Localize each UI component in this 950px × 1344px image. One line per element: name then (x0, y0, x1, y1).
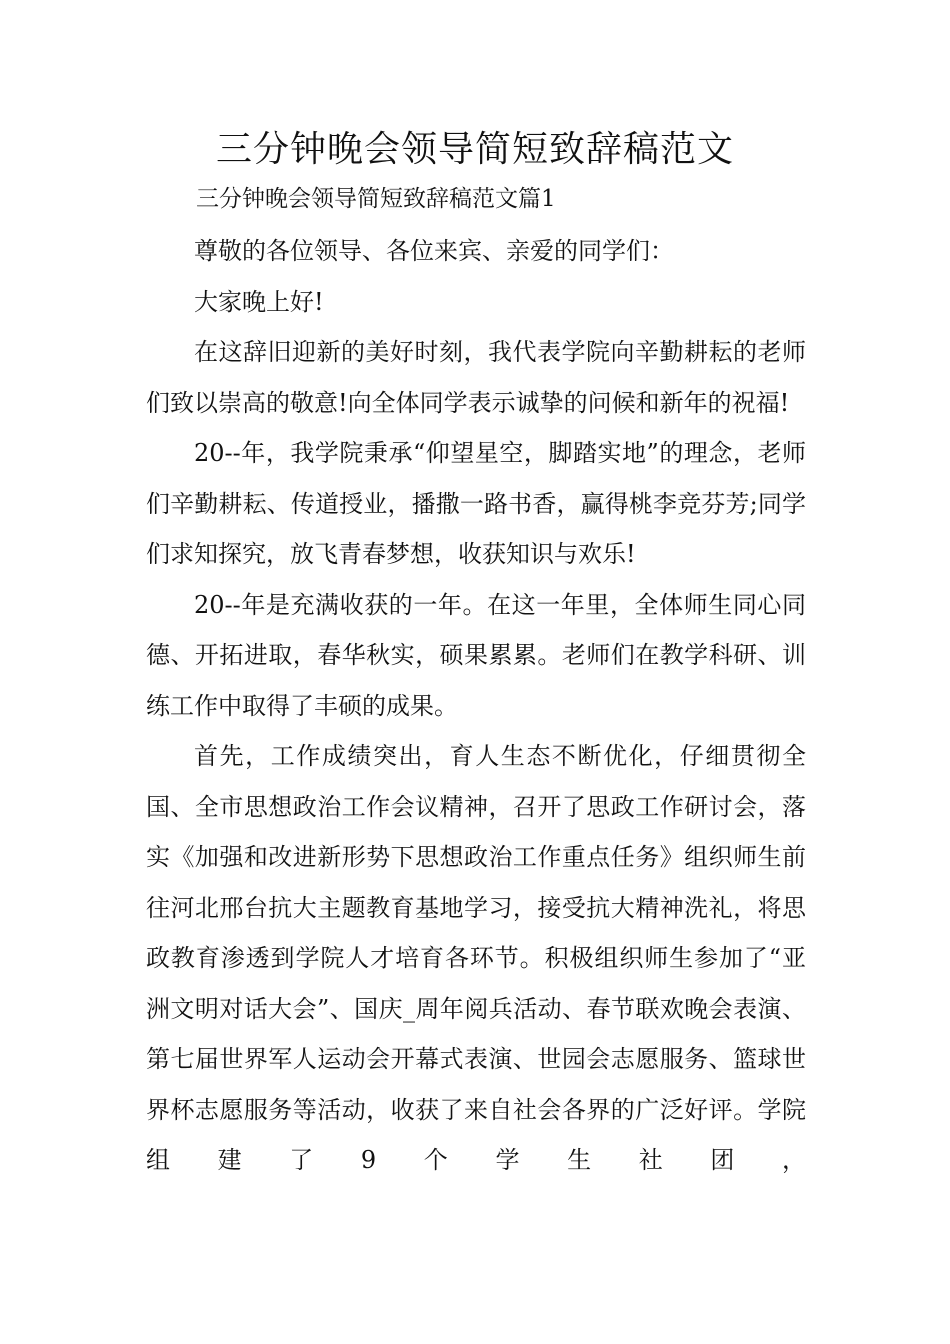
document-body (146, 226, 806, 1186)
document-title: 三分钟晚会领导简短致辞稿范文 (215, 129, 734, 170)
paragraph: 在这辞旧迎新的美好时刻，我代表学院向辛勤耕耘的老师们致以崇高的敬意!向全体同学表示诚挚的问候和新年的祝福! (146, 338, 806, 417)
document-subtitle: 三分钟晚会领导简短致辞稿范文篇1 (196, 186, 556, 212)
paragraph: 20--年是充满收获的一年。在这一年里，全体师生同心同德、开拓进取，春华秋实，硕果累累。老师们在教学科研、训练工作中取得了丰硕的成果。 (146, 590, 806, 720)
paragraph: 20--年，我学院秉承“仰望星空，脚踏实地”的理念，老师们辛勤耕耘、传道授业，播撒一路书香，赢得桃李竞芬芳;同学们求知探究，放飞青春梦想，收获知识与欢乐! (146, 439, 806, 568)
paragraph-greeting: 大家晚上好! (194, 287, 324, 316)
paragraph-salutation: 尊敬的各位领导、各位来宾、亲爱的同学们： (194, 237, 674, 265)
paragraph: 首先，工作成绩突出，育人生态不断优化，仔细贯彻全国、全市思想政治工作会议精神，召开了思政工作研讨会，落实《加强和改进新形势下思想政治工作重点任务》组织师生前往河北邢台抗大主题教育基地学习，接受抗大精神洗礼，将思政教育渗透到学院人才培育各环节。积极组织师生参加了“亚洲文明对话大会”、国庆_周年阅兵活动、春节联欢晚会表演、第七届世界军人运动会开幕式表演、世园会志愿服务、篮球世界杯志愿服务等活动，收获了来自社会各界的广泛好评。学院组建了9个学生社团， (146, 742, 806, 1174)
